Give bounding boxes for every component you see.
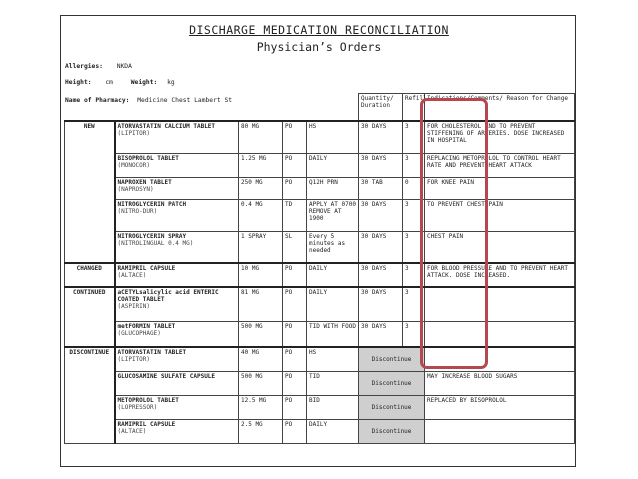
drug-name: NITROGLYCERIN PATCH (117, 200, 187, 208)
dose-cell: 500 MG (239, 371, 283, 395)
frequency-cell: Every 5 minutes as needed (307, 231, 359, 263)
frequency-cell: DAILY (307, 287, 359, 321)
refill-cell: 3 (403, 231, 425, 263)
dose-cell: 40 MG (239, 347, 283, 371)
comment-cell: FOR KNEE PAIN (425, 177, 575, 199)
form-title: DISCHARGE MEDICATION RECONCILIATION (189, 23, 449, 37)
refill-cell: 3 (403, 263, 425, 287)
drug-brand: (LOPRESSOR) (117, 403, 158, 411)
drug-cell (115, 287, 239, 321)
table-row (65, 121, 575, 153)
comment-cell: REPLACING METOPROLOL TO CONTROL HEART RATE AND PREVENT HEART ATTACK (425, 153, 575, 177)
drug-cell (115, 199, 239, 231)
drug-cell (115, 395, 239, 419)
quantity-cell: Discontinue (359, 395, 425, 419)
comment-cell (425, 321, 575, 347)
frequency-cell: TID WITH FOOD (307, 321, 359, 347)
table-row (65, 321, 575, 347)
allergies-field (65, 63, 132, 70)
quantity-cell: 30 TAB (359, 177, 403, 199)
drug-brand: (GLUCOPHAGE) (117, 329, 161, 337)
drug-cell (115, 153, 239, 177)
medication-reconciliation-form (60, 15, 576, 467)
table-row (65, 177, 575, 199)
quantity-cell: 30 DAYS (359, 199, 403, 231)
drug-cell (115, 177, 239, 199)
dose-cell: 1.25 MG (239, 153, 283, 177)
dose-cell: 81 MG (239, 287, 283, 321)
route-cell: PO (283, 419, 307, 443)
frequency-cell: BID (307, 395, 359, 419)
frequency-cell: HS (307, 121, 359, 153)
quantity-cell: 30 DAYS (359, 263, 403, 287)
drug-brand: (LIPITOR) (117, 130, 151, 137)
drug-name: RAMIPRIL CAPSULE (117, 265, 176, 272)
category-changed: CHANGED (65, 263, 115, 287)
table-header-row (65, 94, 575, 122)
header-quantity: Quantity/ Duration (359, 94, 403, 122)
route-cell: PO (283, 177, 307, 199)
refill-cell: 3 (403, 153, 425, 177)
quantity-cell: 30 DAYS (359, 121, 403, 153)
drug-cell (115, 263, 239, 287)
table-row (65, 199, 575, 231)
dose-cell: 2.5 MG (239, 419, 283, 443)
comment-cell: FOR BLOOD PRESSURE AND TO PREVENT HEART ATTACK. DOSE INCREASED. (425, 263, 575, 287)
quantity-cell: Discontinue (359, 419, 425, 443)
drug-name: NAPROXEN TABLET (117, 178, 172, 186)
table-row (65, 231, 575, 263)
comment-cell (425, 347, 575, 371)
drug-brand: (MONOCOR) (117, 161, 151, 169)
height-weight-field (65, 79, 175, 86)
refill-cell: 0 (403, 177, 425, 199)
category-continued: CONTINUED (65, 287, 115, 347)
quantity-cell: 30 DAYS (359, 231, 403, 263)
route-cell: SL (283, 231, 307, 263)
quantity-cell: 30 DAYS (359, 287, 403, 321)
refill-cell: 3 (403, 199, 425, 231)
drug-name: ATORVASTATIN CALCIUM TABLET (117, 123, 216, 130)
allergies-label: Allergies: (65, 63, 103, 70)
category-discontinue: DISCONTINUE (65, 347, 115, 443)
comment-cell: FOR CHOLESTEROL AND TO PREVENT STIFFENING OF ARTERIES. DOSE INCREASED IN HOSPITAL (425, 121, 575, 153)
pharmacy-label: Name of Pharmacy: (65, 97, 130, 104)
form-subtitle: Physician’s Orders (256, 40, 382, 54)
quantity-cell: Discontinue (359, 371, 425, 395)
table-row (65, 287, 575, 321)
comment-cell: REPLACED BY BISOPROLOL (425, 395, 575, 419)
drug-name: GLUCOSAMINE SULFATE CAPSULE (117, 372, 216, 380)
weight-label: Weight: (130, 79, 158, 86)
table-row (65, 153, 575, 177)
comment-cell: MAY INCREASE BLOOD SUGARS (425, 371, 575, 395)
comment-cell (425, 287, 575, 321)
table-row (65, 395, 575, 419)
table-row (65, 347, 575, 371)
dose-cell: 0.4 MG (239, 199, 283, 231)
frequency-cell: APPLY AT 0700 REMOVE AT 1900 (307, 199, 359, 231)
drug-brand: (NITROLINGUAL 0.4 MG) (117, 239, 194, 247)
comment-cell (425, 419, 575, 443)
header-refill: Refill (403, 94, 425, 122)
dose-cell: 1 SPRAY (239, 231, 283, 263)
drug-brand: (LIPITOR) (117, 356, 151, 363)
route-cell: PO (283, 395, 307, 419)
quantity-cell: 30 DAYS (359, 153, 403, 177)
frequency-cell: DAILY (307, 153, 359, 177)
medication-table (64, 93, 575, 444)
refill-cell: 3 (403, 321, 425, 347)
route-cell: PO (283, 347, 307, 371)
route-cell: PO (283, 287, 307, 321)
allergies-value: NKDA (116, 63, 132, 70)
table-row (65, 371, 575, 395)
dose-cell: 12.5 MG (239, 395, 283, 419)
dose-cell: 500 MG (239, 321, 283, 347)
drug-cell (115, 121, 239, 153)
frequency-cell: HS (307, 347, 359, 371)
route-cell: TD (283, 199, 307, 231)
quantity-cell: 30 DAYS (359, 321, 403, 347)
drug-brand: (NITRO-DUR) (117, 207, 158, 215)
table-row (65, 263, 575, 287)
drug-name: RAMIPRIL CAPSULE (117, 420, 176, 428)
table-row (65, 419, 575, 443)
drug-name: metFORMIN TABLET (117, 322, 176, 330)
drug-cell (115, 321, 239, 347)
frequency-cell: TID (307, 371, 359, 395)
route-cell: PO (283, 263, 307, 287)
height-unit: cm (105, 79, 113, 86)
drug-cell (115, 231, 239, 263)
drug-name: aCETYLsalicylic acid ENTERIC COATED TABLET (117, 289, 219, 303)
header-indications: Indications/Comments/ Reason for Change (425, 94, 575, 122)
comment-cell: TO PREVENT CHEST PAIN (425, 199, 575, 231)
height-label: Height: (65, 79, 92, 86)
pharmacy-value: Medicine Chest Lambert St (137, 97, 233, 104)
refill-cell: 3 (403, 121, 425, 153)
drug-cell (115, 347, 239, 371)
weight-unit: kg (167, 79, 175, 86)
drug-name: NITROGLYCERIN SPRAY (117, 232, 187, 240)
dose-cell: 80 MG (239, 121, 283, 153)
frequency-cell: Q12H PRN (307, 177, 359, 199)
drug-brand: (ALTACE) (117, 272, 147, 279)
drug-cell (115, 419, 239, 443)
drug-name: BISOPROLOL TABLET (117, 154, 179, 162)
route-cell: PO (283, 121, 307, 153)
comment-cell: CHEST PAIN (425, 231, 575, 263)
drug-brand: (ASPIRIN) (117, 303, 151, 310)
drug-brand: (NAPROSYN) (117, 185, 154, 193)
frequency-cell: DAILY (307, 263, 359, 287)
route-cell: PO (283, 371, 307, 395)
quantity-cell: Discontinue (359, 347, 425, 371)
route-cell: PO (283, 153, 307, 177)
dose-cell: 250 MG (239, 177, 283, 199)
drug-cell (115, 371, 239, 395)
category-new: NEW (65, 121, 115, 263)
drug-name: METOPROLOL TABLET (117, 396, 179, 404)
drug-name: ATORVASTATIN TABLET (117, 349, 187, 356)
drug-brand: (ALTACE) (117, 427, 147, 435)
frequency-cell: DAILY (307, 419, 359, 443)
dose-cell: 10 MG (239, 263, 283, 287)
refill-cell: 3 (403, 287, 425, 321)
route-cell: PO (283, 321, 307, 347)
